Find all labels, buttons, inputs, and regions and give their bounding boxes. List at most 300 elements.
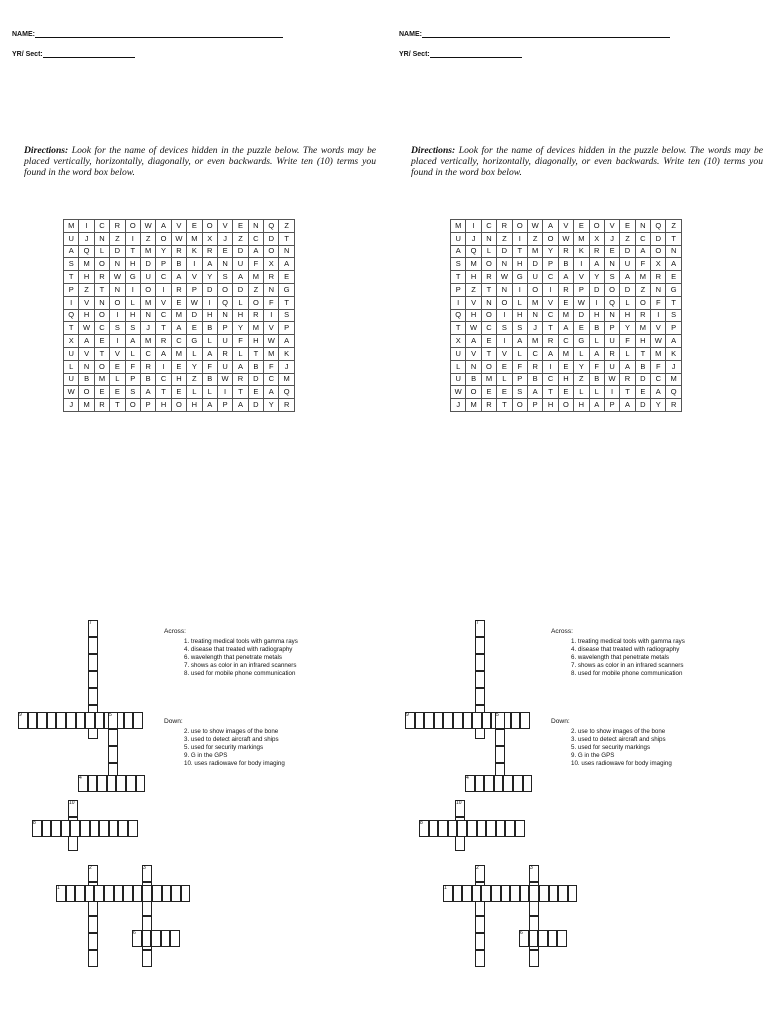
- word-search-cell[interactable]: A: [527, 386, 542, 399]
- word-search-cell[interactable]: Y: [589, 271, 604, 284]
- word-search-cell[interactable]: P: [187, 283, 202, 296]
- crossword-cell[interactable]: [513, 775, 523, 792]
- word-search-cell[interactable]: A: [666, 335, 681, 348]
- word-search-cell[interactable]: H: [558, 373, 573, 386]
- section-field[interactable]: YR/ Sect:: [399, 51, 522, 58]
- crossword-cell[interactable]: [523, 775, 533, 792]
- word-search-cell[interactable]: Q: [264, 220, 279, 233]
- word-search-cell[interactable]: P: [527, 399, 542, 412]
- word-search-cell[interactable]: N: [481, 232, 496, 245]
- word-search-cell[interactable]: J: [451, 399, 466, 412]
- crossword-cell[interactable]: [515, 820, 525, 837]
- word-search-cell[interactable]: B: [79, 373, 94, 386]
- crossword-cell[interactable]: [475, 933, 485, 950]
- word-search-cell[interactable]: S: [110, 322, 125, 335]
- crossword-cell[interactable]: [475, 688, 485, 705]
- word-search-cell[interactable]: N: [94, 232, 109, 245]
- word-search-cell[interactable]: L: [512, 347, 527, 360]
- crossword-cell[interactable]: [107, 775, 117, 792]
- crossword-cell[interactable]: [88, 775, 98, 792]
- word-search-cell[interactable]: U: [620, 258, 635, 271]
- word-search-cell[interactable]: H: [512, 258, 527, 271]
- word-search-cell[interactable]: O: [466, 386, 481, 399]
- crossword-cell[interactable]: [539, 885, 549, 902]
- word-search-cell[interactable]: Z: [233, 232, 248, 245]
- word-search-cell[interactable]: D: [187, 309, 202, 322]
- word-search-cell[interactable]: O: [110, 296, 125, 309]
- word-search-cell[interactable]: S: [666, 309, 681, 322]
- word-search-cell[interactable]: A: [279, 258, 294, 271]
- crossword-cell[interactable]: [484, 775, 494, 792]
- word-search-cell[interactable]: T: [279, 296, 294, 309]
- crossword-cell[interactable]: [549, 885, 559, 902]
- word-search-cell[interactable]: J: [527, 322, 542, 335]
- crossword-cell[interactable]: [88, 671, 98, 688]
- crossword-cell[interactable]: [472, 885, 482, 902]
- crossword-cell[interactable]: [558, 885, 568, 902]
- word-search-cell[interactable]: E: [171, 386, 186, 399]
- word-search-cell[interactable]: R: [481, 399, 496, 412]
- word-search-cell[interactable]: A: [543, 220, 558, 233]
- word-search-cell[interactable]: A: [466, 335, 481, 348]
- word-search-cell[interactable]: O: [651, 245, 666, 258]
- word-search-cell[interactable]: A: [156, 347, 171, 360]
- crossword-cell[interactable]: [511, 712, 521, 729]
- word-search-cell[interactable]: J: [64, 399, 79, 412]
- word-search-cell[interactable]: N: [94, 296, 109, 309]
- word-search-cell[interactable]: S: [451, 258, 466, 271]
- word-search-cell[interactable]: V: [187, 271, 202, 284]
- crossword-cell[interactable]: [438, 820, 448, 837]
- word-search-cell[interactable]: H: [187, 399, 202, 412]
- word-search-cell[interactable]: E: [171, 296, 186, 309]
- word-search-cell[interactable]: K: [666, 347, 681, 360]
- word-search-cell[interactable]: F: [512, 360, 527, 373]
- word-search-cell[interactable]: M: [140, 296, 155, 309]
- word-search-cell[interactable]: U: [64, 232, 79, 245]
- crossword-cell[interactable]: [151, 930, 161, 947]
- word-search-cell[interactable]: M: [451, 220, 466, 233]
- word-search-cell[interactable]: Q: [451, 309, 466, 322]
- word-search-cell[interactable]: Q: [466, 245, 481, 258]
- word-search-cell[interactable]: R: [156, 335, 171, 348]
- word-search-cell[interactable]: T: [156, 322, 171, 335]
- word-search-cell[interactable]: C: [140, 347, 155, 360]
- crossword-cell[interactable]: [424, 712, 434, 729]
- word-search-cell[interactable]: H: [635, 335, 650, 348]
- word-search-cell[interactable]: A: [620, 399, 635, 412]
- word-search-cell[interactable]: A: [202, 347, 217, 360]
- word-search-cell[interactable]: V: [217, 220, 232, 233]
- word-search-cell[interactable]: G: [666, 283, 681, 296]
- word-search-cell[interactable]: M: [248, 271, 263, 284]
- word-search-cell[interactable]: M: [64, 220, 79, 233]
- word-search-cell[interactable]: P: [666, 322, 681, 335]
- word-search-cell[interactable]: W: [574, 296, 589, 309]
- word-search-cell[interactable]: A: [202, 399, 217, 412]
- word-search-cell[interactable]: R: [140, 360, 155, 373]
- word-search-cell[interactable]: T: [125, 245, 140, 258]
- word-search-cell[interactable]: H: [125, 309, 140, 322]
- word-search-cell[interactable]: D: [527, 258, 542, 271]
- word-search-cell[interactable]: P: [64, 283, 79, 296]
- word-search-cell[interactable]: Z: [79, 283, 94, 296]
- word-search-cell[interactable]: O: [527, 283, 542, 296]
- crossword-cell[interactable]: [28, 712, 38, 729]
- word-search-cell[interactable]: J: [79, 232, 94, 245]
- word-search-cell[interactable]: V: [264, 322, 279, 335]
- word-search-cell[interactable]: K: [187, 245, 202, 258]
- word-search-cell[interactable]: J: [666, 360, 681, 373]
- crossword-cell[interactable]: [463, 712, 473, 729]
- word-search-cell[interactable]: V: [558, 220, 573, 233]
- word-search-cell[interactable]: C: [481, 322, 496, 335]
- crossword-cell[interactable]: [88, 950, 98, 967]
- word-search-cell[interactable]: A: [543, 347, 558, 360]
- word-search-cell[interactable]: C: [156, 309, 171, 322]
- word-search-cell[interactable]: A: [233, 399, 248, 412]
- word-search-cell[interactable]: I: [497, 309, 512, 322]
- word-search-cell[interactable]: Y: [543, 245, 558, 258]
- word-search-cell[interactable]: O: [543, 232, 558, 245]
- word-search-cell[interactable]: Q: [64, 309, 79, 322]
- word-search-cell[interactable]: M: [466, 258, 481, 271]
- word-search-cell[interactable]: R: [202, 245, 217, 258]
- word-search-cell[interactable]: W: [171, 232, 186, 245]
- crossword-cell[interactable]: [114, 885, 124, 902]
- word-search-cell[interactable]: U: [451, 347, 466, 360]
- word-search-cell[interactable]: A: [233, 271, 248, 284]
- word-search-cell[interactable]: C: [543, 373, 558, 386]
- word-search-cell[interactable]: F: [248, 258, 263, 271]
- word-search-cell[interactable]: Y: [574, 360, 589, 373]
- word-search-cell[interactable]: O: [94, 309, 109, 322]
- word-search-cell[interactable]: F: [264, 296, 279, 309]
- word-search-cell[interactable]: R: [558, 245, 573, 258]
- word-search-cell[interactable]: Y: [620, 322, 635, 335]
- word-search-cell[interactable]: F: [202, 360, 217, 373]
- word-search-cell[interactable]: E: [171, 360, 186, 373]
- word-search-cell[interactable]: N: [651, 283, 666, 296]
- word-search-cell[interactable]: T: [620, 386, 635, 399]
- crossword-cell[interactable]: [133, 885, 143, 902]
- word-search-cell[interactable]: N: [635, 220, 650, 233]
- word-search-cell[interactable]: E: [187, 220, 202, 233]
- word-search-cell[interactable]: O: [248, 296, 263, 309]
- word-search-cell[interactable]: Y: [264, 399, 279, 412]
- word-search-cell[interactable]: E: [558, 296, 573, 309]
- word-search-cell[interactable]: H: [543, 399, 558, 412]
- word-search-cell[interactable]: N: [279, 245, 294, 258]
- word-search-cell[interactable]: B: [589, 322, 604, 335]
- crossword-cell[interactable]: [448, 820, 458, 837]
- word-search-cell[interactable]: T: [248, 347, 263, 360]
- word-search-cell[interactable]: O: [512, 220, 527, 233]
- word-search-cell[interactable]: D: [248, 373, 263, 386]
- word-search-cell[interactable]: Z: [497, 232, 512, 245]
- word-search-cell[interactable]: F: [264, 360, 279, 373]
- word-search-cell[interactable]: R: [666, 399, 681, 412]
- word-search-cell[interactable]: O: [217, 283, 232, 296]
- word-search-cell[interactable]: M: [248, 322, 263, 335]
- word-search-cell[interactable]: L: [94, 245, 109, 258]
- word-search-cell[interactable]: U: [451, 232, 466, 245]
- word-search-cell[interactable]: L: [589, 335, 604, 348]
- word-search-cell[interactable]: L: [202, 386, 217, 399]
- crossword-cell[interactable]: [142, 930, 152, 947]
- word-search-cell[interactable]: E: [187, 322, 202, 335]
- word-search-cell[interactable]: A: [651, 386, 666, 399]
- crossword-cell[interactable]: [66, 712, 76, 729]
- crossword-cell[interactable]: [70, 820, 80, 837]
- word-search-cell[interactable]: C: [94, 220, 109, 233]
- word-search-cell[interactable]: A: [589, 399, 604, 412]
- word-search-cell[interactable]: Z: [110, 232, 125, 245]
- word-search-cell[interactable]: N: [604, 258, 619, 271]
- word-search-cell[interactable]: O: [171, 399, 186, 412]
- word-search-cell[interactable]: I: [604, 386, 619, 399]
- crossword-cell[interactable]: [529, 930, 539, 947]
- crossword-cell[interactable]: [501, 885, 511, 902]
- crossword-cell[interactable]: [475, 637, 485, 654]
- word-search-cell[interactable]: M: [79, 258, 94, 271]
- word-search-cell[interactable]: R: [527, 360, 542, 373]
- word-search-cell[interactable]: L: [187, 347, 202, 360]
- word-search-cell[interactable]: Q: [651, 220, 666, 233]
- word-search-cell[interactable]: D: [574, 309, 589, 322]
- word-search-cell[interactable]: R: [94, 399, 109, 412]
- word-search-cell[interactable]: H: [79, 309, 94, 322]
- word-search-cell[interactable]: L: [574, 386, 589, 399]
- word-search-cell[interactable]: L: [233, 296, 248, 309]
- word-search-cell[interactable]: Q: [666, 386, 681, 399]
- crossword-cell[interactable]: [538, 930, 548, 947]
- word-search-cell[interactable]: R: [94, 271, 109, 284]
- word-search-cell[interactable]: I: [543, 283, 558, 296]
- word-search-cell[interactable]: X: [651, 258, 666, 271]
- word-search-cell[interactable]: P: [512, 373, 527, 386]
- word-search-cell[interactable]: E: [233, 220, 248, 233]
- word-search-cell[interactable]: X: [64, 335, 79, 348]
- crossword-cell[interactable]: [42, 820, 52, 837]
- crossword-cell[interactable]: [475, 950, 485, 967]
- word-search-cell[interactable]: E: [279, 271, 294, 284]
- word-search-cell[interactable]: J: [279, 360, 294, 373]
- word-search-cell[interactable]: L: [620, 347, 635, 360]
- word-search-cell[interactable]: H: [79, 271, 94, 284]
- crossword-cell[interactable]: [475, 775, 485, 792]
- word-search-cell[interactable]: D: [202, 283, 217, 296]
- word-search-cell[interactable]: L: [110, 373, 125, 386]
- word-search-cell[interactable]: Y: [156, 245, 171, 258]
- crossword-cell[interactable]: [462, 885, 472, 902]
- word-search-cell[interactable]: P: [140, 399, 155, 412]
- crossword-cell[interactable]: [494, 775, 504, 792]
- word-search-cell[interactable]: R: [635, 309, 650, 322]
- word-search-cell[interactable]: C: [264, 373, 279, 386]
- word-search-cell[interactable]: C: [156, 271, 171, 284]
- crossword-cell[interactable]: [467, 820, 477, 837]
- word-search-cell[interactable]: O: [140, 283, 155, 296]
- word-search-cell[interactable]: T: [94, 347, 109, 360]
- word-search-cell[interactable]: R: [558, 283, 573, 296]
- word-search-cell[interactable]: F: [589, 360, 604, 373]
- word-search-cell[interactable]: U: [140, 271, 155, 284]
- word-search-cell[interactable]: X: [451, 335, 466, 348]
- word-search-cell[interactable]: O: [202, 220, 217, 233]
- word-search-cell[interactable]: O: [264, 245, 279, 258]
- word-search-cell[interactable]: W: [604, 373, 619, 386]
- word-search-cell[interactable]: V: [543, 296, 558, 309]
- word-search-cell[interactable]: Z: [574, 373, 589, 386]
- word-search-cell[interactable]: P: [604, 322, 619, 335]
- word-search-cell[interactable]: E: [620, 220, 635, 233]
- word-search-cell[interactable]: G: [512, 271, 527, 284]
- word-search-cell[interactable]: M: [264, 347, 279, 360]
- word-search-cell[interactable]: L: [64, 360, 79, 373]
- word-search-cell[interactable]: Y: [187, 360, 202, 373]
- word-search-cell[interactable]: H: [171, 373, 186, 386]
- word-search-cell[interactable]: Q: [604, 296, 619, 309]
- word-search-cell[interactable]: M: [171, 309, 186, 322]
- word-search-cell[interactable]: E: [558, 360, 573, 373]
- word-search-cell[interactable]: V: [79, 296, 94, 309]
- word-search-cell[interactable]: E: [94, 335, 109, 348]
- word-search-cell[interactable]: M: [651, 347, 666, 360]
- word-search-cell[interactable]: N: [497, 258, 512, 271]
- word-search-cell[interactable]: Y: [202, 271, 217, 284]
- word-search-cell[interactable]: T: [233, 386, 248, 399]
- word-search-cell[interactable]: T: [64, 322, 79, 335]
- crossword-cell[interactable]: [109, 820, 119, 837]
- word-search-cell[interactable]: V: [651, 322, 666, 335]
- word-search-cell[interactable]: U: [64, 373, 79, 386]
- word-search-cell[interactable]: D: [620, 283, 635, 296]
- crossword-cell[interactable]: [126, 775, 136, 792]
- word-search-cell[interactable]: M: [666, 373, 681, 386]
- word-search-cell[interactable]: G: [125, 271, 140, 284]
- crossword-cell[interactable]: [457, 820, 467, 837]
- crossword-cell[interactable]: [66, 885, 76, 902]
- word-search-cell[interactable]: P: [604, 399, 619, 412]
- word-search-cell[interactable]: M: [140, 335, 155, 348]
- word-search-cell[interactable]: J: [466, 232, 481, 245]
- word-search-cell[interactable]: R: [171, 283, 186, 296]
- word-search-cell[interactable]: I: [451, 296, 466, 309]
- word-search-cell[interactable]: M: [527, 335, 542, 348]
- word-search-cell[interactable]: D: [635, 373, 650, 386]
- word-search-cell[interactable]: E: [481, 335, 496, 348]
- word-search-cell[interactable]: L: [202, 335, 217, 348]
- word-search-cell[interactable]: U: [217, 335, 232, 348]
- word-search-cell[interactable]: C: [558, 335, 573, 348]
- crossword-cell[interactable]: [520, 712, 530, 729]
- word-search-cell[interactable]: M: [466, 399, 481, 412]
- word-search-cell[interactable]: Z: [248, 283, 263, 296]
- word-search-cell[interactable]: U: [217, 360, 232, 373]
- word-search-cell[interactable]: R: [497, 220, 512, 233]
- word-search-cell[interactable]: G: [279, 283, 294, 296]
- word-search-cell[interactable]: M: [94, 373, 109, 386]
- word-search-cell[interactable]: W: [64, 386, 79, 399]
- word-search-cell[interactable]: M: [558, 347, 573, 360]
- word-search-cell[interactable]: M: [279, 373, 294, 386]
- word-search-cell[interactable]: D: [233, 283, 248, 296]
- word-search-cell[interactable]: G: [187, 335, 202, 348]
- word-search-cell[interactable]: W: [187, 296, 202, 309]
- crossword-cell[interactable]: [88, 933, 98, 950]
- crossword-cell[interactable]: [495, 729, 505, 746]
- crossword-cell[interactable]: [568, 885, 578, 902]
- word-search-cell[interactable]: E: [497, 386, 512, 399]
- word-search-cell[interactable]: O: [604, 283, 619, 296]
- word-search-cell[interactable]: Z: [187, 373, 202, 386]
- word-search-cell[interactable]: P: [279, 322, 294, 335]
- word-search-cell[interactable]: A: [171, 322, 186, 335]
- word-search-cell[interactable]: O: [94, 258, 109, 271]
- word-search-cell[interactable]: D: [110, 245, 125, 258]
- word-search-cell[interactable]: D: [589, 283, 604, 296]
- word-search-cell[interactable]: O: [481, 309, 496, 322]
- word-search-cell[interactable]: H: [248, 335, 263, 348]
- word-search-cell[interactable]: R: [481, 271, 496, 284]
- word-search-cell[interactable]: K: [279, 347, 294, 360]
- word-search-cell[interactable]: L: [125, 296, 140, 309]
- word-search-cell[interactable]: W: [79, 322, 94, 335]
- word-search-cell[interactable]: O: [512, 399, 527, 412]
- crossword-cell[interactable]: [453, 712, 463, 729]
- word-search-cell[interactable]: A: [558, 271, 573, 284]
- word-search-cell[interactable]: C: [635, 232, 650, 245]
- crossword-cell[interactable]: [475, 671, 485, 688]
- word-search-cell[interactable]: A: [451, 245, 466, 258]
- name-field[interactable]: NAME:: [12, 31, 283, 38]
- word-search-cell[interactable]: O: [94, 360, 109, 373]
- word-search-cell[interactable]: D: [233, 245, 248, 258]
- crossword-cell[interactable]: [118, 820, 128, 837]
- word-search-cell[interactable]: V: [79, 347, 94, 360]
- word-search-cell[interactable]: D: [264, 232, 279, 245]
- word-search-cell[interactable]: V: [171, 220, 186, 233]
- word-search-cell[interactable]: M: [140, 245, 155, 258]
- word-search-cell[interactable]: A: [125, 335, 140, 348]
- crossword-cell[interactable]: [161, 930, 171, 947]
- word-search-cell[interactable]: H: [233, 309, 248, 322]
- crossword-cell[interactable]: [108, 746, 118, 763]
- word-search-cell[interactable]: T: [481, 347, 496, 360]
- word-search-cell[interactable]: O: [125, 220, 140, 233]
- word-search-cell[interactable]: M: [527, 245, 542, 258]
- word-search-cell[interactable]: A: [264, 386, 279, 399]
- word-search-cell[interactable]: N: [79, 360, 94, 373]
- word-search-cell[interactable]: O: [497, 296, 512, 309]
- word-search-cell[interactable]: A: [558, 322, 573, 335]
- word-search-cell[interactable]: M: [481, 373, 496, 386]
- crossword-cell[interactable]: [136, 775, 146, 792]
- word-search-cell[interactable]: N: [527, 309, 542, 322]
- word-search-cell[interactable]: I: [264, 309, 279, 322]
- word-search-cell[interactable]: T: [497, 399, 512, 412]
- word-search-cell[interactable]: M: [635, 322, 650, 335]
- crossword-cell[interactable]: [123, 885, 133, 902]
- crossword-cell[interactable]: [152, 885, 162, 902]
- word-search-cell[interactable]: M: [527, 296, 542, 309]
- word-search-cell[interactable]: H: [620, 309, 635, 322]
- word-search-cell[interactable]: S: [217, 271, 232, 284]
- word-search-cell[interactable]: Z: [527, 232, 542, 245]
- word-search-cell[interactable]: A: [156, 220, 171, 233]
- word-search-cell[interactable]: N: [248, 220, 263, 233]
